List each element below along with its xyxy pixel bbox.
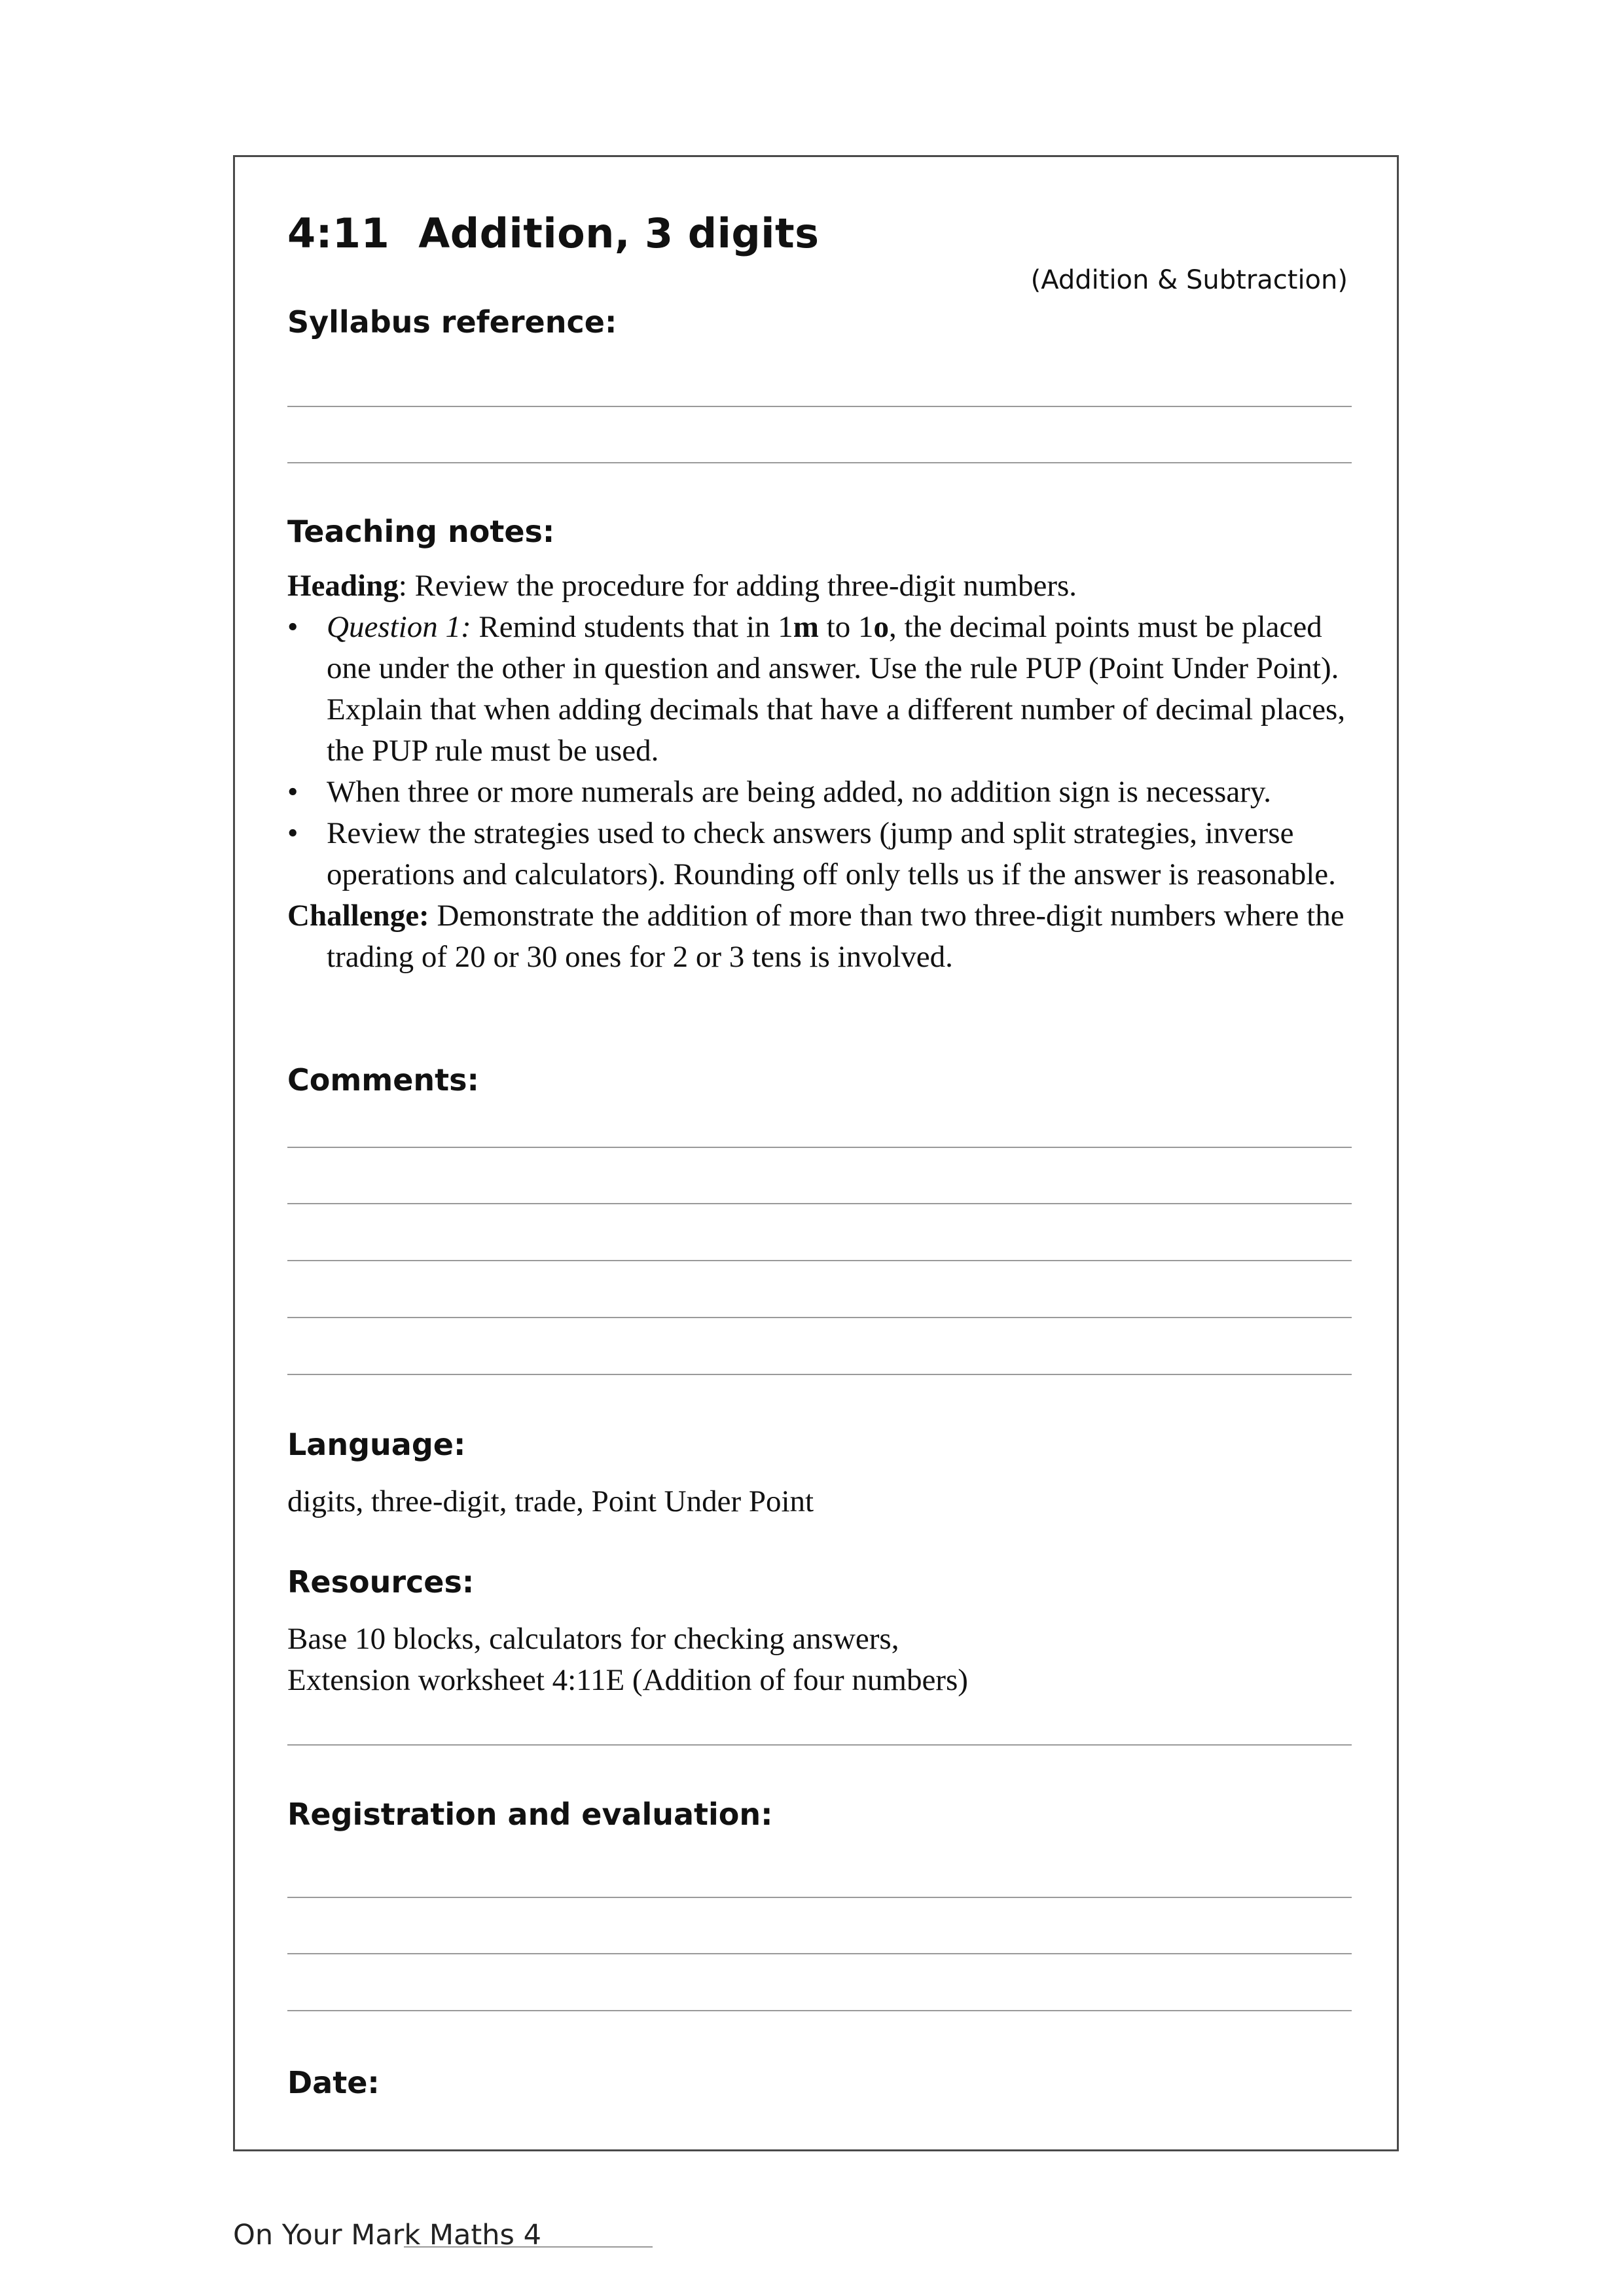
teaching-challenge: Challenge: Demonstrate the addition of more than two three-digit numbers where the trading of 20 or 30 ones for 2 or 3 tens is involved. <box>287 899 1344 974</box>
teaching-bullet-1: • Question 1: Remind students that in 1m to 1o, the decimal points must be placed one under the other in question and answer. Use the rule PUP (Point Under Point). Explain that when adding decimals that have a different number of decimal places, the PUP rule must be used. <box>287 607 1361 772</box>
resources-line-2: Extension worksheet 4:11E (Addition of four numbers) <box>287 1663 968 1697</box>
resources-heading: Resources: <box>287 1564 475 1600</box>
language-text: digits, three-digit, trade, Point Under Point <box>287 1484 814 1518</box>
teaching-intro: Heading: Review the procedure for adding three-digit numbers. <box>287 569 1077 603</box>
lesson-number: 4:11 <box>287 209 390 257</box>
date-label: Date: <box>287 2065 380 2100</box>
comments-line-5 <box>287 1374 1352 1375</box>
language-heading: Language: <box>287 1427 466 1462</box>
teaching-notes-heading: Teaching notes: <box>287 514 555 549</box>
comments-line-2 <box>287 1203 1352 1204</box>
page-footer: On Your Mark Maths 4 <box>233 2219 541 2251</box>
resources-text <box>287 1619 1361 1701</box>
syllabus-line-2 <box>287 462 1352 463</box>
comments-line-3 <box>287 1260 1352 1261</box>
teaching-bullet-3: • Review the strategies used to check answers (jump and split strategies, inverse operations and calculators). Rounding off only tells us if the answer is reasonable. <box>287 813 1361 895</box>
registration-line-2 <box>287 1953 1352 1954</box>
comments-heading: Comments: <box>287 1062 479 1098</box>
syllabus-heading: Syllabus reference: <box>287 304 617 340</box>
registration-heading: Registration and evaluation: <box>287 1797 773 1832</box>
syllabus-line-1 <box>287 406 1352 407</box>
teaching-notes-body <box>287 565 1361 978</box>
teaching-bullet-2: • When three or more numerals are being added, no addition sign is necessary. <box>287 772 1361 813</box>
registration-line-3 <box>287 2010 1352 2011</box>
strand-label: (Addition & Subtraction) <box>1030 265 1348 295</box>
resources-line-1: Base 10 blocks, calculators for checking answers, <box>287 1622 899 1656</box>
comments-line-1 <box>287 1147 1352 1148</box>
registration-line-1 <box>287 1897 1352 1898</box>
resources-line <box>287 1744 1352 1746</box>
comments-line-4 <box>287 1317 1352 1318</box>
teacher-notes-frame <box>233 155 1399 2151</box>
page-title <box>287 209 820 257</box>
lesson-title: Addition, 3 digits <box>418 209 820 257</box>
bullet-icon: • <box>287 610 298 644</box>
bullet-icon: • <box>287 775 298 809</box>
bullet-icon: • <box>287 816 298 850</box>
